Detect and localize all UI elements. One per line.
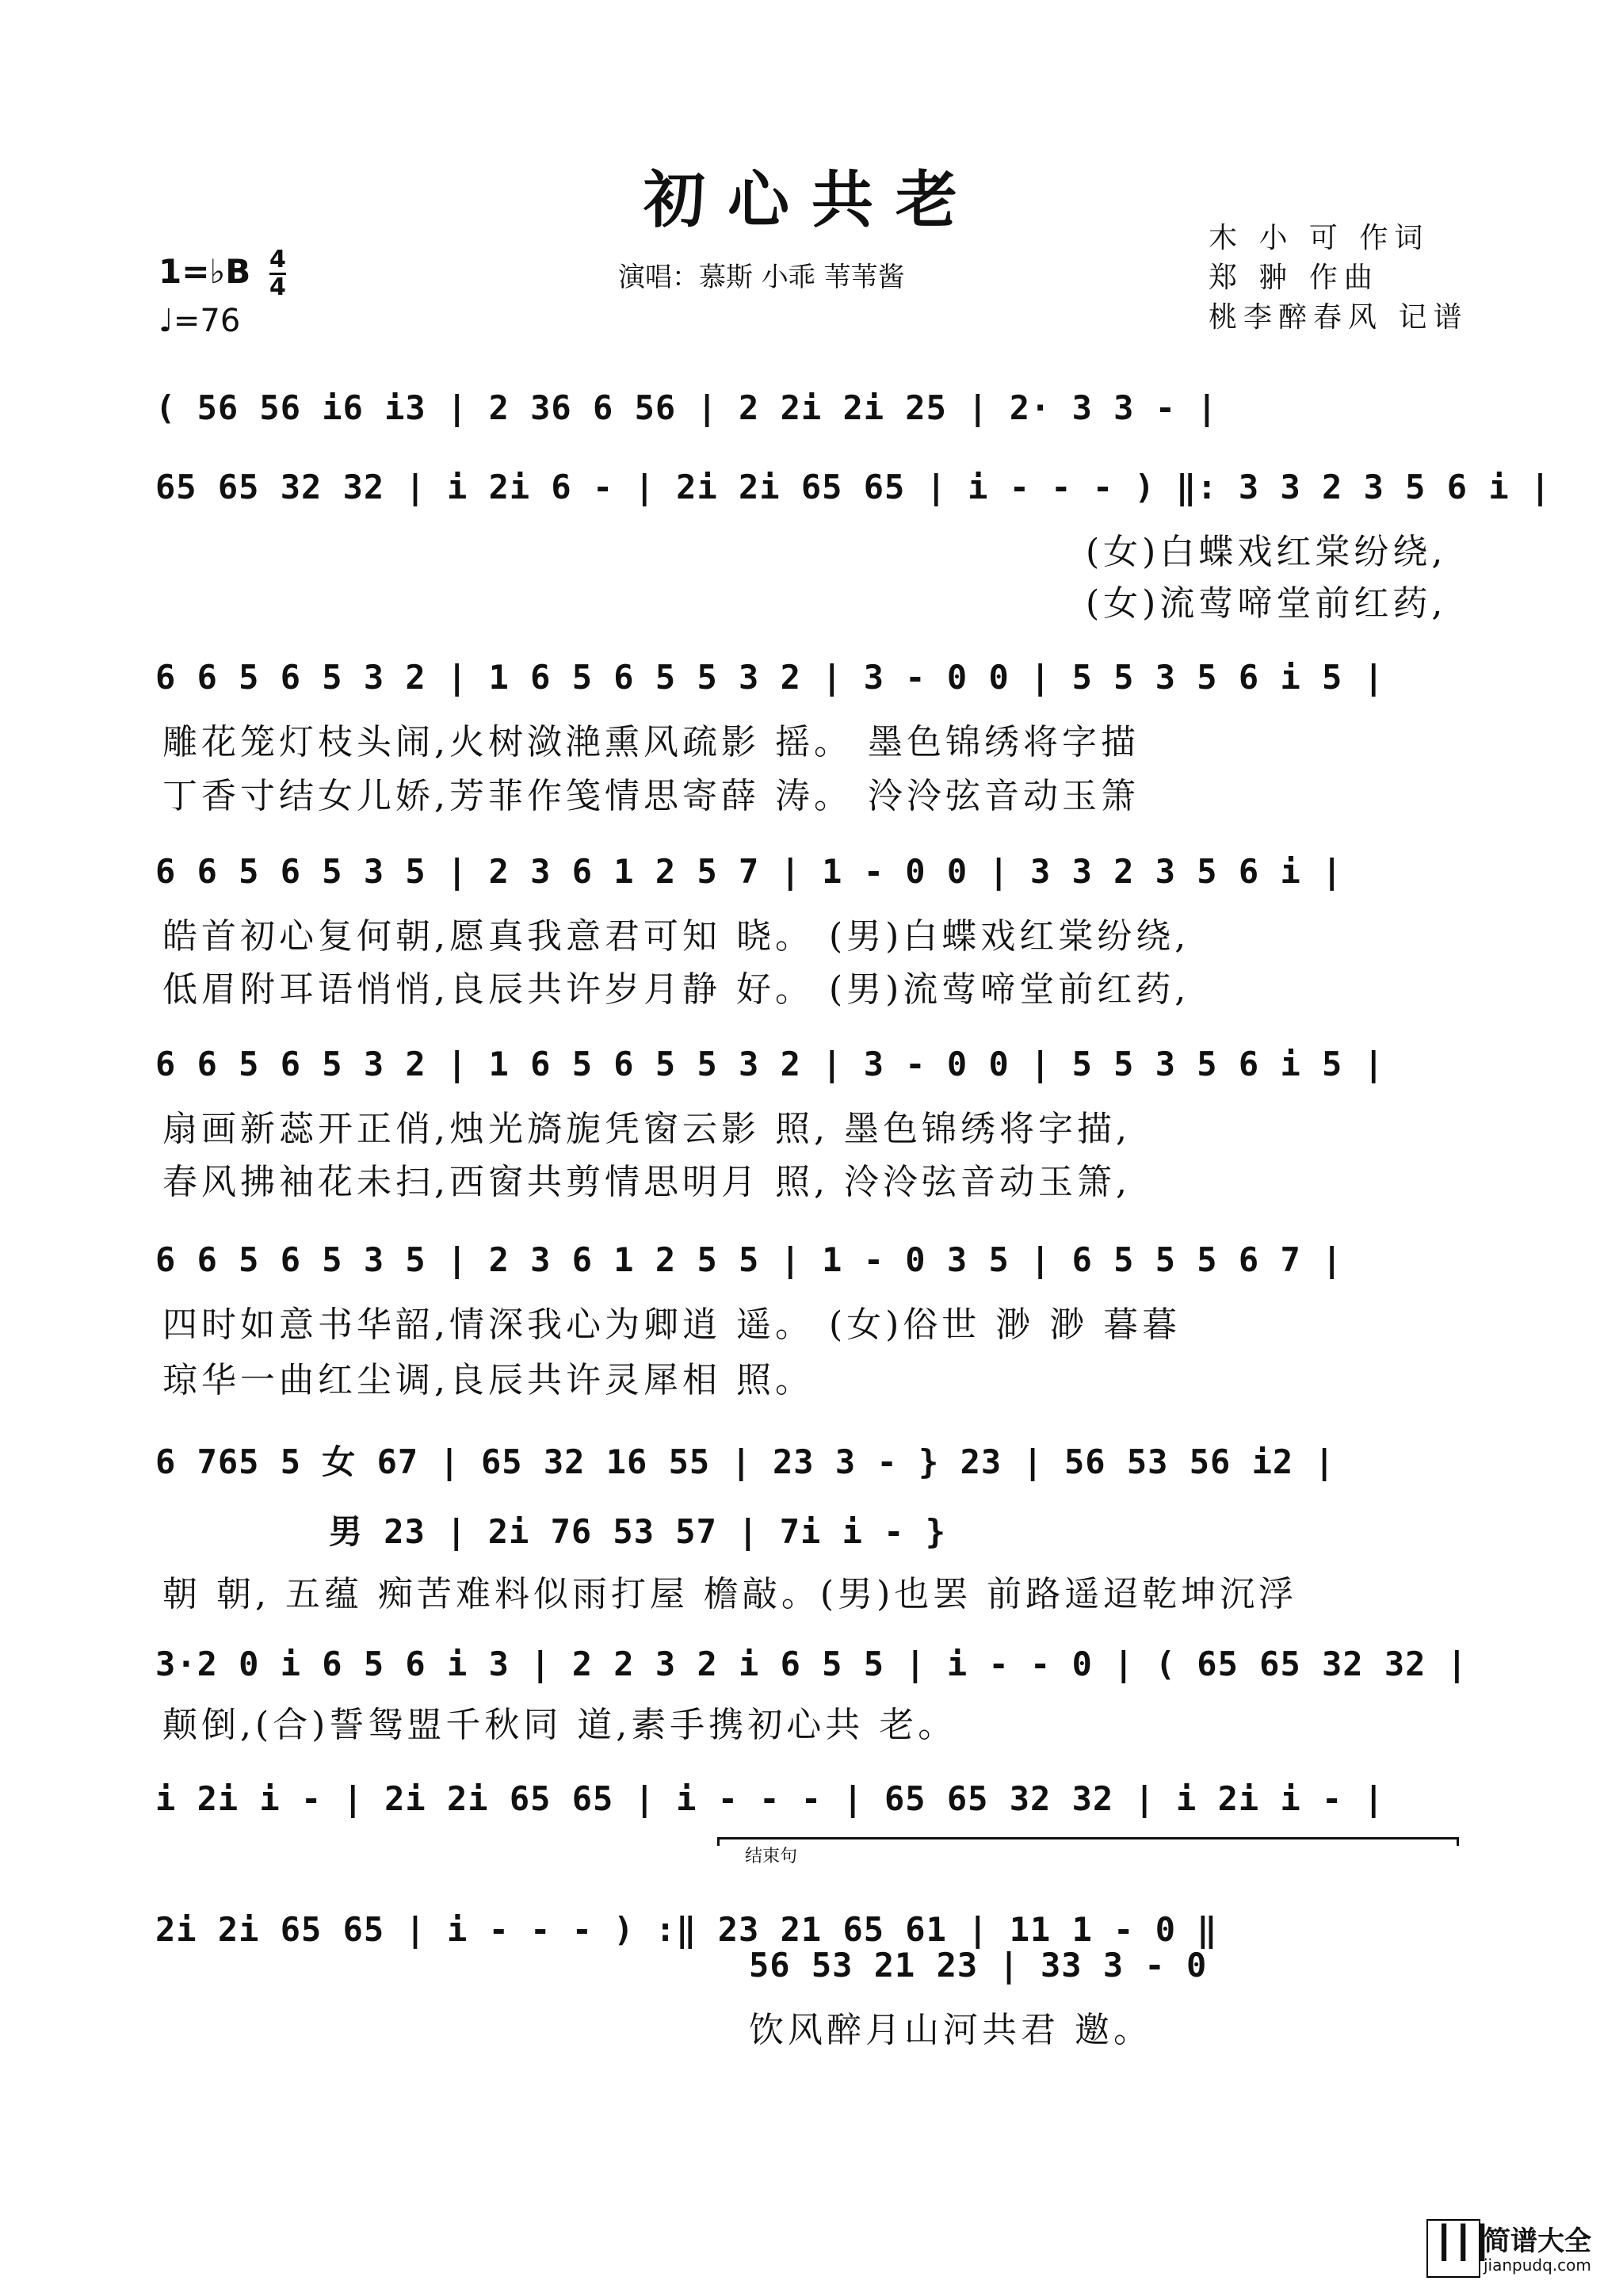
notation-line-10: 2i 2i 65 65 | i - - - ) :‖ 23 21 65 61 | 11 1 - 0 ‖: [155, 1910, 1218, 1949]
singer-line: 演唱：慕斯 小乖 苇苇酱: [618, 262, 905, 293]
lyric-line-10: 饮风醉月山河共君 邀。: [749, 2010, 1152, 2050]
notation-line-6: 6 6 5 6 5 3 5 | 2 3 6 1 2 5 5 | 1 - 0 3 5 | 6 5 5 5 6 7 |: [155, 1240, 1343, 1279]
lyric-line-5a: 扇画新蕊开正俏,烛光旖旎凭窗云影 照, 墨色锦绣将字描,: [162, 1109, 1131, 1149]
lyric-line-2a: (女)白蝶戏红棠纷绕,: [1086, 532, 1447, 572]
notation-line-9: i 2i i - | 2i 2i 65 65 | i - - - | 65 65 32 32 | i 2i i - |: [155, 1779, 1384, 1818]
lyric-line-3b: 丁香寸结女儿娇,芳菲作笺情思寄薛 涛。 泠泠弦音动玉箫: [162, 776, 1140, 816]
lyricist-credit: 木 小 可 作词: [1209, 222, 1430, 254]
notation-line-5: 6 6 5 6 5 3 2 | 1 6 5 6 5 5 3 2 | 3 - 0 0 | 5 5 3 5 6 i 5 |: [155, 1045, 1384, 1083]
notation-line-8: 3·2 0 i 6 5 6 i 3 | 2 2 3 2 i 6 5 5 | i - - 0 | ( 65 65 32 32 |: [155, 1645, 1468, 1683]
page-title: 初心共老: [643, 164, 980, 236]
notation-line-7: 6 765 5 女 67 | 65 32 16 55 | 23 3 - } 23 | 56 53 56 i2 |: [155, 1442, 1335, 1481]
notation-line-10-lower: 56 53 21 23 | 33 3 - 0: [749, 1946, 1208, 1985]
notation-line-1: ( 56 56 i6 i3 | 2 36 6 56 | 2 2i 2i 25 | 2· 3 3 - |: [155, 388, 1218, 427]
lyric-line-8: 颠倒,(合)誓鸳盟千秋同 道,素手携初心共 老。: [162, 1705, 957, 1745]
piano-keys-icon: ┃┃┃: [1434, 2225, 1492, 2261]
ending-label: 结束句: [745, 1847, 798, 1866]
key-signature: 1=♭B: [158, 252, 251, 291]
watermark-name: 简谱大全: [1484, 2225, 1591, 2257]
notation-line-4: 6 6 5 6 5 3 5 | 2 3 6 1 2 5 7 | 1 - 0 0 | 3 3 2 3 5 6 i |: [155, 852, 1343, 891]
watermark-url: jianpudq.com: [1484, 2256, 1591, 2275]
lyric-line-4b: 低眉附耳语悄悄,良辰共许岁月静 好。 (男)流莺啼堂前红药,: [162, 969, 1190, 1010]
time-sig-bottom: 4: [269, 273, 286, 301]
time-signature: [269, 247, 286, 300]
ending-bracket: [717, 1837, 1459, 1846]
lyric-line-6a: 四时如意书华韶,情深我心为卿逍 遥。 (女)俗世 渺 渺 暮暮: [162, 1305, 1182, 1345]
lyric-line-2b: (女)流莺啼堂前红药,: [1086, 583, 1447, 624]
lyric-line-3a: 雕花笼灯枝头闹,火树潋滟熏风疏影 摇。 墨色锦绣将字描: [162, 722, 1140, 762]
lyric-line-5b: 春风拂袖花未扫,西窗共剪情思明月 照, 泠泠弦音动玉箫,: [162, 1162, 1131, 1202]
notation-line-2: 65 65 32 32 | i 2i 6 - | 2i 2i 65 65 | i - - - ) ‖: 3 3 2 3 5 6 i |: [155, 468, 1552, 506]
lyric-line-7: 朝 朝, 五蕴 痴苦难料似雨打屋 檐敲。(男)也罢 前路遥迢乾坤沉浮: [162, 1574, 1298, 1614]
tempo-marking: ♩=76: [158, 303, 241, 339]
logo-icon: [1426, 2219, 1492, 2278]
lyric-line-4a: 皓首初心复何朝,愿真我意君可知 晓。 (男)白蝶戏红棠纷绕,: [162, 916, 1190, 957]
time-sig-top: 4: [269, 246, 286, 273]
transcriber-credit: 桃李醉春风 记谱: [1209, 301, 1468, 334]
composer-credit: 郑 翀 作曲: [1209, 262, 1379, 294]
notation-line-3: 6 6 5 6 5 3 2 | 1 6 5 6 5 5 3 2 | 3 - 0 0 | 5 5 3 5 6 i 5 |: [155, 658, 1384, 697]
lyric-line-6b: 琼华一曲红尘调,良辰共许灵犀相 照。: [162, 1360, 814, 1400]
notation-line-7-male: 男 23 | 2i 76 53 57 | 7i i - }: [329, 1512, 947, 1551]
